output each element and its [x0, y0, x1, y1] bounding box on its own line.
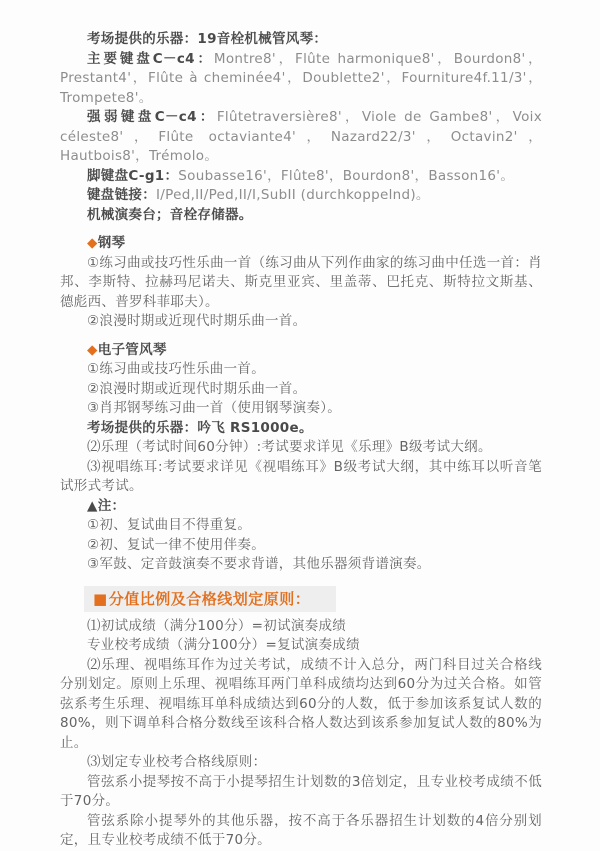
scoring-paragraph-4: ⑶划定专业校考合格线原则：	[87, 754, 267, 770]
organ-manual1-stops: Montre8'，Flûte harmonique8'，Bourdon8'，Prestant4'，Flûte à cheminée4'，Doublette2'，Fourniture4f.11/3'，Trompete8'。	[60, 50, 542, 106]
notes-title: 注：	[97, 497, 126, 514]
electronic-organ-item-1: ①练习曲或技巧性乐曲一首。	[87, 361, 266, 377]
notes-heading	[60, 497, 542, 517]
organ-provided-title	[60, 30, 542, 50]
organ-manual1-label: 主要键盘C－c4：	[87, 50, 214, 67]
note-item-3: ③军鼓、定音鼓演奏不要求背谱，其他乐器须背谱演奏。	[87, 556, 431, 572]
organ-couplers-value: I/Ped,II/Ped,II/I,SubII (durchkoppelnd)。	[156, 187, 430, 203]
piano-section-heading	[60, 234, 542, 254]
scoring-section-header-row	[60, 586, 542, 612]
organ-manual2-label: 强弱键盘C－c4：	[87, 109, 217, 125]
electronic-organ-item-2: ②浪漫时期或近现代时期乐曲一首。	[87, 380, 307, 397]
electronic-organ-item-3: ③肖邦钢琴练习曲一首（使用钢琴演奏）。	[87, 400, 342, 416]
organ-couplers-label: 键盘链接：	[87, 187, 156, 203]
diamond-icon: ◆	[87, 235, 98, 251]
diamond-icon: ◆	[87, 341, 98, 358]
scoring-paragraph-1: ⑴初试成绩（满分100分）=初试演奏成绩	[87, 617, 347, 634]
electronic-organ-section-title: 电子管风琴	[97, 341, 167, 358]
scoring-section-title: 分值比例及合格线划定原则：	[108, 589, 311, 608]
electronic-organ-provided	[60, 419, 542, 439]
note-item-2: ②初、复试一律不使用伴奏。	[87, 536, 266, 553]
organ-pedal-row	[60, 167, 542, 187]
scoring-paragraph-6: 管弦系除小提琴外的其他乐器，按不高于各乐器招生计划数的4倍分别划定，且专业校考成绩不低于70分。	[60, 812, 542, 848]
electronic-organ-provided-text: 考场提供的乐器：吟飞 RS1000e。	[87, 419, 313, 436]
scoring-paragraph-2: 专业校考成绩（满分100分）=复试演奏成绩	[87, 637, 360, 653]
organ-console-text: 机械演奏台；音栓存储器。	[87, 206, 253, 223]
square-icon: ■	[93, 589, 108, 608]
note-item-1: ①初、复试曲目不得重复。	[87, 517, 252, 533]
piano-item-1: ①练习曲或技巧性乐曲一首（练习曲从下列作曲家的练习曲中任选一首：肖邦、李斯特、拉赫玛尼诺夫、斯克里亚宾、里盖蒂、巴托克、斯特拉文斯基、德彪西、普罗科菲耶夫）。	[60, 254, 542, 310]
theory-requirement: ⑵乐理（考试时间60分钟）:考试要求详见《乐理》B级考试大纲。	[87, 439, 492, 455]
triangle-icon: ▲	[87, 497, 98, 514]
piano-item-2: ②浪漫时期或近现代时期乐曲一首。	[87, 313, 307, 329]
scoring-paragraph-5: 管弦系小提琴按不高于小提琴招生计划数的3倍划定，且专业校考成绩不低于70分。	[60, 773, 542, 809]
scoring-section-header	[84, 586, 336, 612]
piano-section-title: 钢琴	[97, 235, 126, 251]
organ-pedal-label: 脚键盘C-g1：	[87, 167, 179, 184]
organ-provided-title-text: 考场提供的乐器：19音栓机械管风琴：	[87, 31, 328, 47]
electronic-organ-section-heading	[60, 341, 542, 361]
organ-manual2-stops: Flûtetraversière8'，Viole de Gambe8'，Voix céleste8'，Flûte octaviante4'，Nazard22/3'，Octavin2'，Hautbois8'，Trémolo。	[60, 109, 542, 164]
scoring-paragraph-3: ⑵乐理、视唱练耳作为过关考试，成绩不计入总分，两门科目过关合格线分别划定。原则上乐理、视唱练耳两门单科成绩均达到60分为过关合格。如管弦系考生乐理、视唱练耳单科成绩达到60分的人数，低于参加该系复试人数的80%，则下调单科合格分数线至该科合格人数达到该系参加复试人数的80%为止。	[60, 656, 542, 751]
organ-manual2-row	[60, 108, 542, 167]
organ-manual1-row	[60, 50, 542, 109]
ear-training-requirement: ⑶视唱练耳:考试要求详见《视唱练耳》B级考试大纲，其中练耳以听音笔试形式考试。	[60, 458, 542, 494]
organ-console-row	[60, 206, 542, 226]
organ-pedal-stops: Soubasse16'，Flûte8'，Bourdon8'，Basson16'。	[178, 167, 515, 184]
organ-couplers-row	[60, 186, 542, 206]
